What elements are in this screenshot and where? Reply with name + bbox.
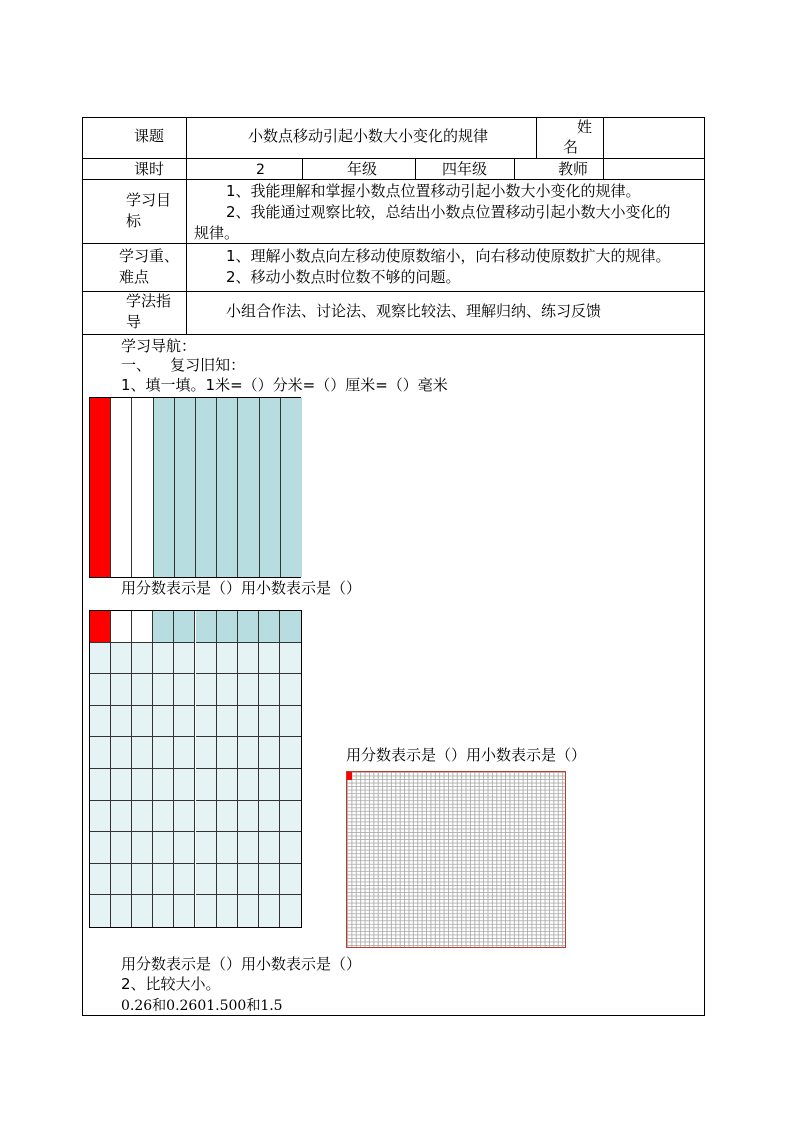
- tenth-column: [132, 398, 153, 577]
- hundredth-cell: [153, 832, 174, 864]
- hundredth-cell: [90, 864, 111, 896]
- tenth-column: [175, 398, 196, 577]
- hundredth-cell: [280, 674, 301, 706]
- row-divider: [82, 158, 705, 159]
- hundredth-cell: [153, 895, 174, 927]
- column-divider: [514, 158, 515, 179]
- caption-1: 用分数表示是（）用小数表示是（）: [121, 579, 362, 597]
- hundredth-cell: [217, 674, 238, 706]
- goals-label-2: 标: [126, 212, 142, 230]
- hundredth-cell: [90, 769, 111, 801]
- hundredth-cell: [238, 864, 259, 896]
- hundredth-cell: [238, 801, 259, 833]
- hundredth-cell: [280, 643, 301, 675]
- hundredth-cell: [111, 801, 132, 833]
- hundredth-cell: [111, 769, 132, 801]
- hundredth-cell: [153, 611, 174, 643]
- hundredth-cell: [196, 611, 217, 643]
- row-divider: [82, 334, 705, 335]
- hundredth-cell: [153, 801, 174, 833]
- thousandths-grid-diagram: [346, 771, 566, 948]
- methods-text: 小组合作法、讨论法、观察比较法、理解归纳、练习反馈: [226, 302, 602, 320]
- column-divider: [603, 117, 604, 179]
- hundredths-grid-diagram: [89, 610, 302, 928]
- hundredth-cell: [280, 737, 301, 769]
- hundredth-cell: [259, 801, 280, 833]
- hundredth-cell: [280, 864, 301, 896]
- hundredth-cell-shaded-red: [90, 611, 111, 643]
- methods-label-2: 导: [126, 313, 142, 331]
- tenth-column: [217, 398, 238, 577]
- hundredth-cell: [259, 832, 280, 864]
- hundredth-cell: [153, 737, 174, 769]
- key-points-line-1: 1、理解小数点向左移动使原数缩小，向右移动使原数扩大的规律。: [226, 247, 671, 265]
- hundredth-cell: [174, 737, 195, 769]
- hundredth-cell: [174, 643, 195, 675]
- question-2: 2、比较大小。: [121, 975, 221, 993]
- caption-2: 用分数表示是（）用小数表示是（）: [346, 746, 587, 764]
- hundredth-cell: [259, 706, 280, 738]
- hundredth-cell: [238, 643, 259, 675]
- hundredth-cell: [259, 895, 280, 927]
- goals-line-3: 规律。: [194, 224, 240, 242]
- hundredth-cell: [90, 706, 111, 738]
- hundredth-cell: [132, 737, 153, 769]
- hundredth-cell: [90, 801, 111, 833]
- hundredth-cell: [280, 706, 301, 738]
- hundredth-cell: [111, 864, 132, 896]
- column-divider: [302, 158, 303, 179]
- tenth-column: [260, 398, 281, 577]
- period-value: 2: [256, 162, 265, 178]
- period-label: 课时: [134, 160, 165, 178]
- hundredth-cell: [196, 737, 217, 769]
- hundredth-cell: [280, 895, 301, 927]
- hundredth-cell: [259, 611, 280, 643]
- hundredth-cell: [132, 895, 153, 927]
- hundredth-cell: [132, 674, 153, 706]
- hundredth-cell: [196, 706, 217, 738]
- name-label-1: 姓: [577, 118, 593, 136]
- hundredth-cell: [196, 801, 217, 833]
- hundredth-cell: [132, 801, 153, 833]
- name-label-2: 名: [563, 138, 579, 156]
- hundredth-cell: [111, 832, 132, 864]
- hundredth-cell: [217, 706, 238, 738]
- goals-label-1: 学习目: [126, 191, 172, 209]
- key-points-label-2: 难点: [119, 268, 150, 286]
- hundredth-cell: [280, 832, 301, 864]
- hundredth-cell: [90, 895, 111, 927]
- hundredth-cell: [238, 737, 259, 769]
- hundredth-cell: [217, 737, 238, 769]
- teacher-label: 教师: [558, 160, 589, 178]
- hundredth-cell: [217, 769, 238, 801]
- key-points-line-2: 2、移动小数点时位数不够的问题。: [226, 268, 461, 286]
- row-divider: [82, 243, 705, 244]
- column-divider: [415, 158, 416, 179]
- grade-value: 四年级: [442, 160, 488, 178]
- guide-title: 学习导航：: [121, 337, 197, 355]
- tenth-column: [154, 398, 175, 577]
- hundredth-cell: [280, 769, 301, 801]
- hundredth-cell: [238, 769, 259, 801]
- hundredth-cell: [217, 832, 238, 864]
- hundredth-cell: [153, 674, 174, 706]
- hundredth-cell: [174, 674, 195, 706]
- hundredth-cell: [280, 611, 301, 643]
- hundredth-cell: [238, 706, 259, 738]
- hundredth-cell: [132, 611, 153, 643]
- guide-section-1: 一、 复习旧知：: [121, 356, 246, 374]
- hundredth-cell: [111, 737, 132, 769]
- thousandth-cell-shaded-red: [347, 772, 352, 780]
- hundredth-cell: [259, 674, 280, 706]
- tenth-column: [111, 398, 132, 577]
- column-divider: [186, 117, 187, 334]
- hundredth-cell: [90, 674, 111, 706]
- hundredth-cell: [132, 769, 153, 801]
- row-divider: [82, 291, 705, 292]
- topic-label: 课题: [134, 127, 165, 145]
- hundredth-cell: [174, 706, 195, 738]
- tenths-strip-diagram: [89, 397, 301, 578]
- goals-line-1: 1、我能理解和掌握小数点位置移动引起小数大小变化的规律。: [226, 182, 641, 200]
- hundredth-cell: [174, 832, 195, 864]
- key-points-label-1: 学习重、: [119, 247, 180, 265]
- hundredth-cell: [196, 895, 217, 927]
- hundredth-cell: [217, 611, 238, 643]
- topic-value: 小数点移动引起小数大小变化的规律: [248, 127, 489, 145]
- caption-3: 用分数表示是（）用小数表示是（）: [121, 955, 362, 973]
- tenth-column: [196, 398, 217, 577]
- question-1: 1、填一填。1米=（）分米=（）厘米=（）毫米: [121, 376, 448, 394]
- tenth-column-shaded-red: [90, 398, 111, 577]
- hundredth-cell: [174, 769, 195, 801]
- hundredth-cell: [238, 674, 259, 706]
- hundredth-cell: [111, 674, 132, 706]
- question-2-items: 0.26和0.2601.500和1.5: [121, 998, 283, 1014]
- hundredth-cell: [196, 643, 217, 675]
- hundredth-cell: [153, 769, 174, 801]
- hundredth-cell: [217, 643, 238, 675]
- hundredth-cell: [238, 895, 259, 927]
- column-divider: [536, 117, 537, 158]
- hundredth-cell: [90, 737, 111, 769]
- hundredth-cell: [153, 706, 174, 738]
- hundredth-cell: [259, 643, 280, 675]
- hundredth-cell: [132, 643, 153, 675]
- hundredth-cell: [90, 832, 111, 864]
- hundredth-cell: [132, 832, 153, 864]
- hundredth-cell: [196, 832, 217, 864]
- hundredth-cell: [90, 643, 111, 675]
- hundredth-cell: [238, 611, 259, 643]
- hundredth-cell: [153, 864, 174, 896]
- methods-label-1: 学法指: [126, 292, 172, 310]
- hundredth-cell: [259, 737, 280, 769]
- grade-label: 年级: [347, 160, 378, 178]
- hundredth-cell: [174, 801, 195, 833]
- hundredth-cell: [196, 864, 217, 896]
- hundredth-cell: [111, 895, 132, 927]
- hundredth-cell: [111, 706, 132, 738]
- tenth-column: [281, 398, 302, 577]
- hundredth-cell: [217, 895, 238, 927]
- tenth-column: [238, 398, 259, 577]
- hundredth-cell: [196, 769, 217, 801]
- row-divider: [82, 179, 705, 180]
- hundredth-cell: [259, 769, 280, 801]
- hundredth-cell: [111, 611, 132, 643]
- hundredth-cell: [132, 864, 153, 896]
- hundredth-cell: [174, 895, 195, 927]
- hundredth-cell: [174, 611, 195, 643]
- hundredth-cell: [153, 643, 174, 675]
- hundredth-cell: [217, 864, 238, 896]
- hundredth-cell: [259, 864, 280, 896]
- hundredth-cell: [174, 864, 195, 896]
- hundredth-cell: [280, 801, 301, 833]
- hundredth-cell: [238, 832, 259, 864]
- hundredth-cell: [132, 706, 153, 738]
- hundredth-cell: [217, 801, 238, 833]
- goals-line-2: 2、我能通过观察比较，总结出小数点位置移动引起小数大小变化的: [226, 203, 671, 221]
- hundredth-cell: [196, 674, 217, 706]
- hundredth-cell: [111, 643, 132, 675]
